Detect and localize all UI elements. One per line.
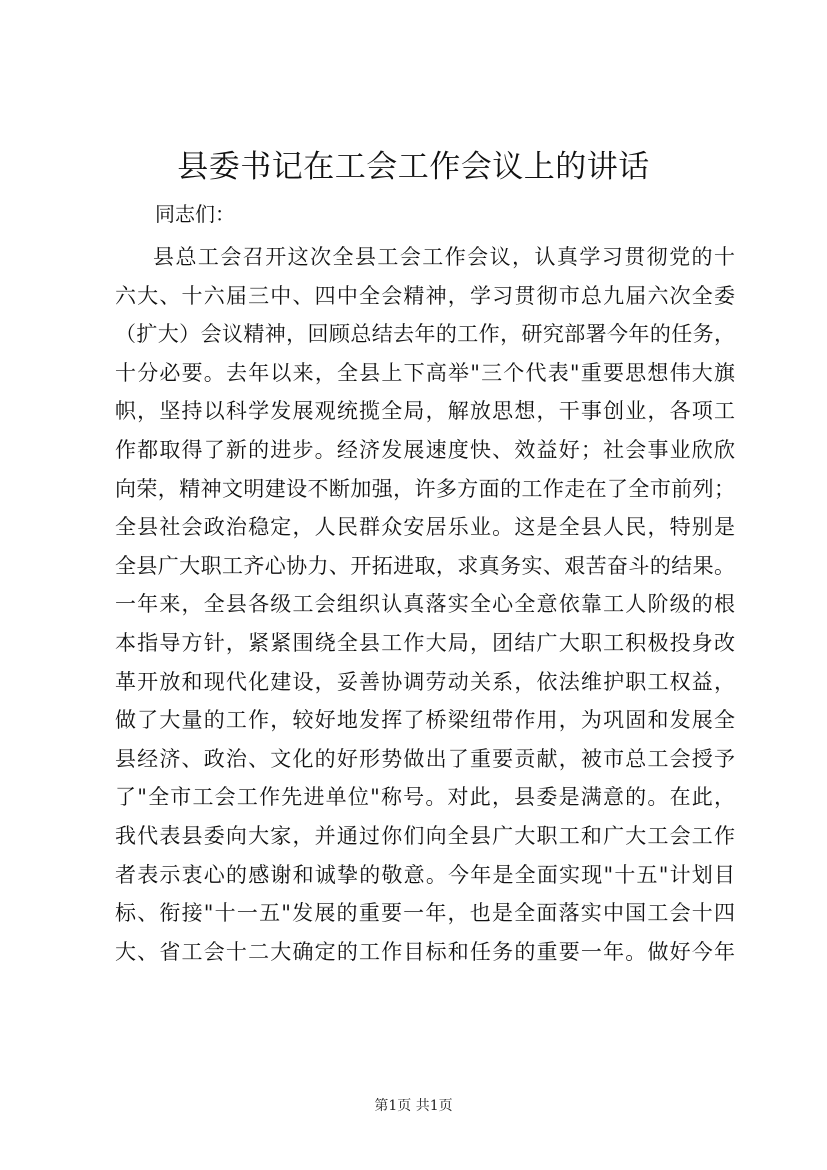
text-line: 帜，坚持以科学发展观统揽全局，解放思想，干事创业，各项工: [115, 399, 735, 424]
text-line: 标、衔接"十一五"发展的重要一年，也是全面落实中国工会十四: [115, 901, 735, 926]
text-line: 一年来，全县各级工会组织认真落实全心全意依靠工人阶级的根: [115, 592, 735, 617]
document-title: 县委书记在工会工作会议上的讲话: [177, 149, 650, 185]
text-line: 大、省工会十二大确定的工作目标和任务的重要一年。做好今年: [115, 939, 735, 964]
text-line: 向荣，精神文明建设不断加强，许多方面的工作走在了全市前列；: [115, 476, 735, 501]
text-line: 全县社会政治稳定，人民群众安居乐业。这是全县人民，特别是: [115, 515, 735, 540]
text-line: 了"全市工会工作先进单位"称号。对此，县委是满意的。在此，: [115, 785, 735, 810]
text-line: （扩大）会议精神，回顾总结去年的工作，研究部署今年的任务，: [115, 322, 735, 347]
text-line: 做了大量的工作，较好地发挥了桥梁纽带作用，为巩固和发展全: [115, 708, 735, 733]
text-line: 者表示衷心的感谢和诚挚的敬意。今年是全面实现"十五"计划目: [115, 862, 735, 887]
text-line: 我代表县委向大家，并通过你们向全县广大职工和广大工会工作: [115, 823, 735, 848]
text-line: 革开放和现代化建设，妥善协调劳动关系，依法维护职工权益，: [115, 669, 735, 694]
text-line: 县总工会召开这次全县工会工作会议，认真学习贯彻党的十: [153, 245, 735, 269]
text-line: 六大、十六届三中、四中全会精神，学习贯彻市总九届六次全委: [115, 283, 735, 308]
text-line: 县经济、政治、文化的好形势做出了重要贡献，被市总工会授予: [115, 746, 735, 771]
text-line: 十分必要。去年以来，全县上下高举"三个代表"重要思想伟大旗: [115, 360, 735, 385]
page-number-footer: 第1页 共1页: [374, 1098, 453, 1114]
body-paragraph: [115, 238, 735, 971]
text-line: 作都取得了新的进步。经济发展速度快、效益好；社会事业欣欣: [115, 437, 735, 462]
text-line: 本指导方针，紧紧围绕全县工作大局，团结广大职工积极投身改: [115, 630, 735, 655]
salutation: 同志们：: [155, 202, 235, 226]
text-line: 全县广大职工齐心协力、开拓进取，求真务实、艰苦奋斗的结果。: [115, 553, 735, 578]
